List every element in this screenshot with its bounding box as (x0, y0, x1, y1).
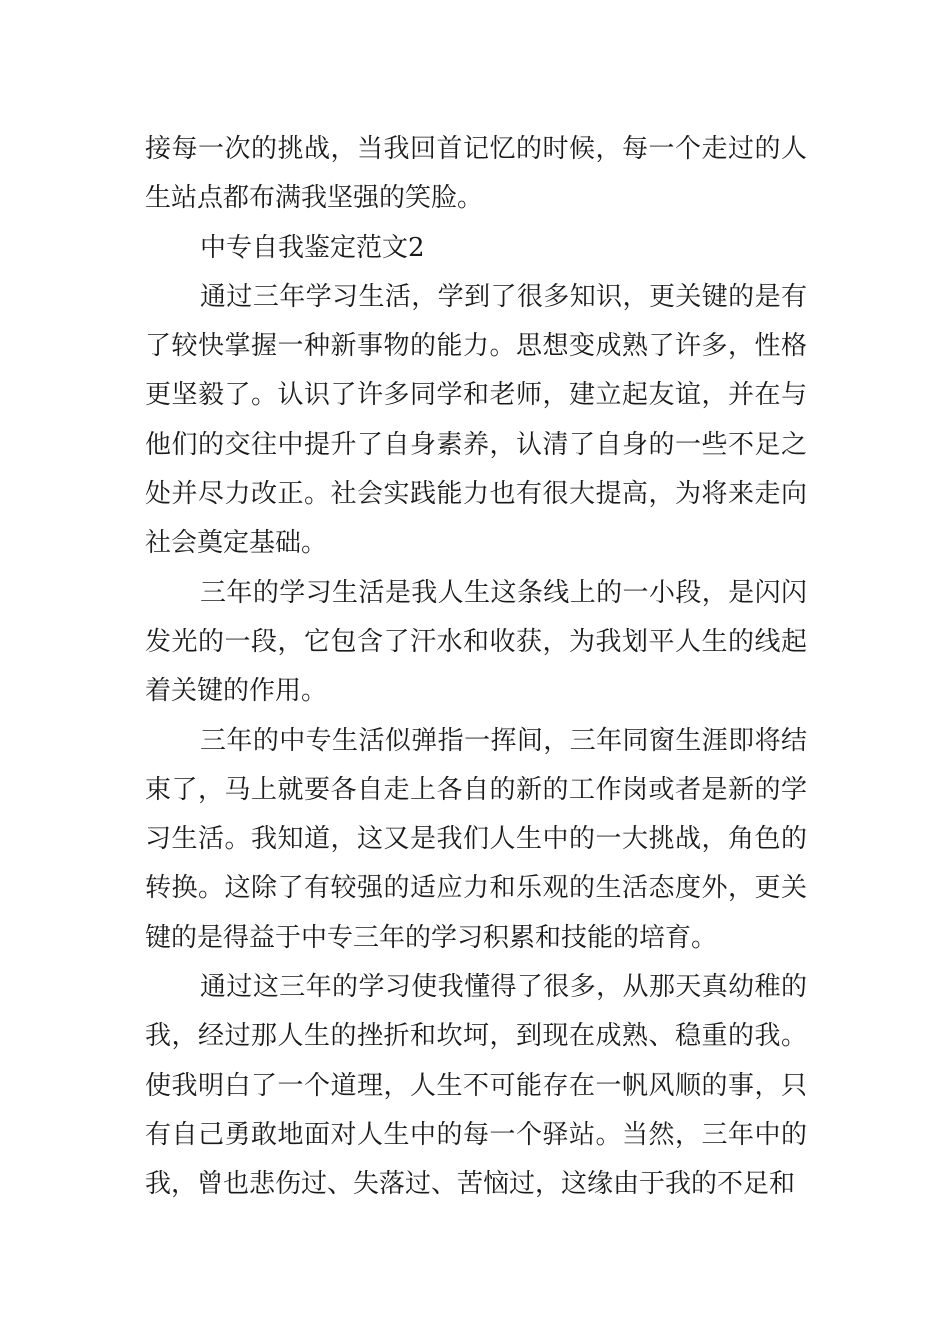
document-body (145, 125, 807, 1210)
paragraph: 三年的中专生活似弹指一挥间，三年同窗生涯即将结束了，马上就要各自走上各自的新的工作岗或者是新的学习生活。我知道，这又是我们人生中的一大挑战，角色的转换。这除了有较强的适应力和乐观的生活态度外，更关键的是得益于中专三年的学习积累和技能的培育。 (145, 725, 807, 953)
paragraph-continuation: 接每一次的挑战，当我回首记忆的时候，每一个走过的人生站点都布满我坚强的笑脸。 (145, 134, 807, 214)
paragraph: 通过这三年的学习使我懂得了很多，从那天真幼稚的我，经过那人生的挫折和坎坷，到现在成熟、稳重的我。使我明白了一个道理，人生不可能存在一帆风顺的事，只有自己勇敢地面对人生中的每一个驿站。当然，三年中的我，曾也悲伤过、失落过、苦恼过，这缘由于我的不足和 (145, 972, 807, 1200)
paragraph: 通过三年学习生活，学到了很多知识，更关键的是有了较快掌握一种新事物的能力。思想变成熟了许多，性格更坚毅了。认识了许多同学和老师，建立起友谊，并在与他们的交往中提升了自身素养，认清了自身的一些不足之处并尽力改正。社会实践能力也有很大提高，为将来走向社会奠定基础。 (145, 281, 807, 559)
section-heading: 中专自我鉴定范文2 (200, 232, 425, 263)
paragraph: 三年的学习生活是我人生这条线上的一小段，是闪闪发光的一段，它包含了汗水和收获，为我划平人生的线起着关键的作用。 (145, 577, 807, 707)
